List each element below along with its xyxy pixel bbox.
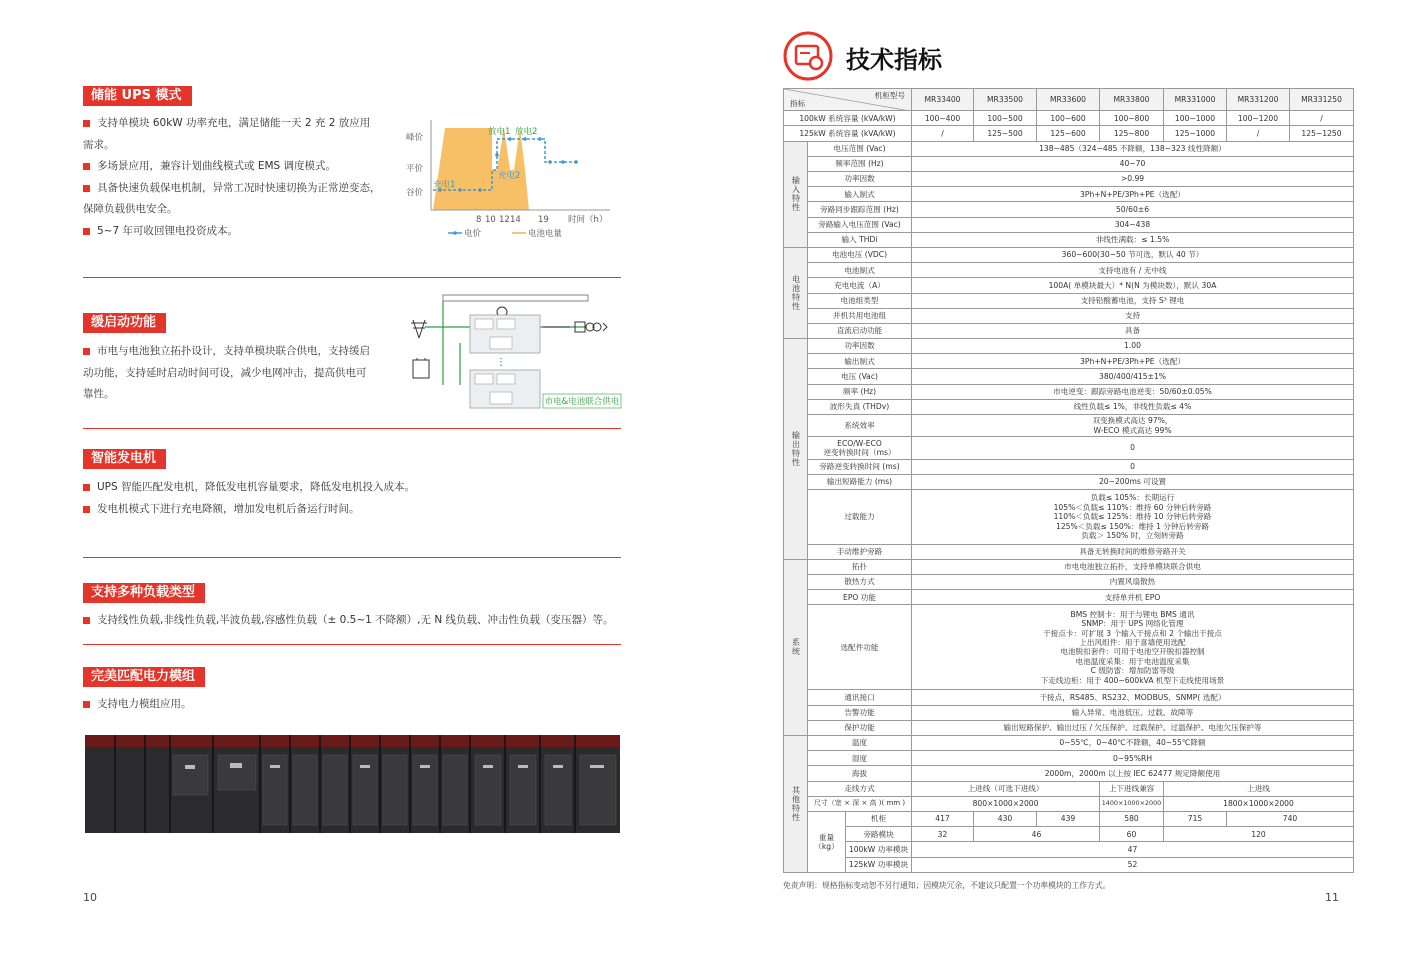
output-row — [784, 354, 1354, 369]
spec-label: 输入制式 — [808, 187, 912, 202]
spec-value: 40~70 — [912, 156, 1354, 171]
bullet-list-power-module — [83, 694, 623, 716]
spec-value: 支持 — [912, 308, 1354, 323]
spec-label: 频率范围 (Hz) — [808, 156, 912, 171]
other-row — [784, 736, 1354, 751]
section-divider — [83, 644, 621, 645]
section-title-power-module: 完美匹配电力模组 — [83, 667, 205, 687]
ellipsis-icon: ⋮ — [496, 357, 506, 368]
system-row — [784, 690, 1354, 705]
grid-tower-icon — [411, 320, 427, 338]
output-row — [784, 339, 1354, 354]
output-row — [784, 437, 1354, 459]
spec-label: 并机共用电池组 — [808, 308, 912, 323]
spec-label: 系统效率 — [808, 415, 912, 437]
system-row — [784, 705, 1354, 720]
spec-label: 电池制式 — [808, 263, 912, 278]
annotation-discharge-1: 放电1 — [488, 127, 511, 137]
spec-label: 尺寸（宽 × 深 × 高 )( mm ) — [808, 796, 912, 811]
spec-label: 电压范围 (Vac) — [808, 141, 912, 156]
inverter-block — [497, 374, 515, 384]
spec-value: 20~200ms 可设置 — [912, 474, 1354, 489]
model-header: MR33600 — [1037, 89, 1100, 111]
header-row — [784, 89, 1354, 111]
capacity-row-125 — [784, 126, 1354, 141]
spec-label: 旁路输入电压范围 (Vac) — [808, 217, 912, 232]
topology-diagram — [405, 290, 623, 412]
weight-bypass-row — [784, 827, 1354, 842]
bullet-item: 支持单模块 60kW 功率充电，满足储能一天 2 充 2 放应用 — [83, 113, 393, 135]
spec-label: 散热方式 — [808, 575, 912, 590]
spec-value: 580 — [1100, 811, 1164, 826]
x-tick: 12 — [499, 215, 510, 225]
weight-125kw-row — [784, 857, 1354, 872]
input-row — [784, 232, 1354, 247]
bullet-continuation: 靠性。 — [83, 388, 115, 400]
bypass-line — [443, 295, 588, 301]
output-row — [784, 489, 1354, 544]
capacity-value: / — [912, 126, 974, 141]
spec-label: 选配件功能 — [808, 605, 912, 690]
x-tick: 10 — [485, 215, 496, 225]
spec-label: 旁路同步跟踪范围 (Hz) — [808, 202, 912, 217]
inverter-block — [497, 319, 515, 329]
cabinet-image — [85, 735, 620, 833]
battery-area — [433, 128, 529, 210]
section-divider — [83, 428, 621, 429]
corner-bottom-label: 指标 — [790, 98, 806, 108]
input-row — [784, 187, 1354, 202]
system-row — [784, 575, 1354, 590]
spec-value: 线性负载≤ 1%，非线性负载≤ 4% — [912, 399, 1354, 414]
y-level-valley: 谷价 — [406, 188, 424, 198]
model-header: MR331250 — [1290, 89, 1354, 111]
annotation-charge-2: 充电2 — [498, 171, 521, 181]
system-row — [784, 720, 1354, 735]
model-header: MR33500 — [974, 89, 1037, 111]
x-axis-unit: 时间（h） — [568, 215, 608, 225]
bullet-item: 市电与电池独立拓扑设计，支持单模块联合供电，支持缓启 — [83, 341, 393, 363]
spec-value: BMS 控制卡：用于与锂电 BMS 通讯 SNMP：用于 UPS 网络化管理 干接点卡：可扩展 3 个输入干接点和 2 个输出干接点 上出风组件：用于喜墙使用选配 电池脱扣套件：可用于电池空开脱扣器控制 电池温度采集：用于电池温度采集 C 级防雷：增加防雷等级 下走线边柜：用于 400~600kVA 机型下走线使用场景 — [912, 605, 1354, 690]
weight-100kw-row — [784, 842, 1354, 857]
input-group-label: 输入特性 — [784, 141, 808, 247]
input-row — [784, 172, 1354, 187]
system-row — [784, 605, 1354, 690]
capacity-label: 100kW 系统容量 (kVA/kW) — [784, 111, 912, 126]
bullet-item: 支持电力模组应用。 — [83, 694, 623, 716]
legend-price-label: 电价 — [464, 229, 482, 239]
spec-value: 0~55℃，0~40℃不降额，40~55℃降额 — [912, 736, 1354, 751]
spec-value: 138~485（324~485 不降额，138~323 线性降额） — [912, 141, 1354, 156]
spec-value: 市电逆变：跟踪旁路电池逆变：50/60±0.05% — [912, 384, 1354, 399]
output-group-label: 输出特性 — [784, 339, 808, 560]
capacity-value: / — [1227, 126, 1290, 141]
spec-value: 0 — [912, 437, 1354, 459]
spec-value: >0.99 — [912, 172, 1354, 187]
weight-cabinet-row — [784, 811, 1354, 826]
model-header: MR33800 — [1100, 89, 1164, 111]
bullet-item: 具备快速负载保电机制，异常工况时快速切换为正常逆变态， — [83, 178, 393, 200]
bullet-list-ups-mode — [83, 113, 393, 242]
spec-footnote: 免责声明：规格指标变动恕不另行通知；因模块冗余，不建议只配置一个功率模块的工作方式。 — [783, 881, 1111, 890]
spec-value: 47 — [912, 842, 1354, 857]
capacity-value: 100~500 — [974, 111, 1037, 126]
legend-battery-label: 电池电量 — [528, 229, 563, 239]
spec-label: 告警功能 — [808, 705, 912, 720]
spec-value: 3Ph+N+PE/3Ph+PE（选配） — [912, 187, 1354, 202]
capacity-value: 125~1250 — [1290, 126, 1354, 141]
section-divider — [83, 277, 621, 278]
spec-label: 波形失真 (THDv) — [808, 399, 912, 414]
size-row — [784, 796, 1354, 811]
spec-value: 715 — [1164, 811, 1227, 826]
bullet-continuation: 保障负载供电安全。 — [83, 203, 178, 215]
spec-label: 海拔 — [808, 766, 912, 781]
bullet-continuation: 需求。 — [83, 138, 115, 151]
output-row — [784, 399, 1354, 414]
output-row — [784, 415, 1354, 437]
bullet-item: 多场景应用，兼容计划曲线模式或 EMS 调度模式。 — [83, 156, 393, 178]
section-title-generator: 智能发电机 — [83, 449, 166, 469]
spec-label: 输出短路能力 (ms) — [808, 474, 912, 489]
corner-top-label: 机柜型号 — [874, 91, 905, 100]
battery-icon — [413, 358, 429, 378]
output-row — [784, 474, 1354, 489]
spec-value: 0~95%RH — [912, 751, 1354, 766]
spec-label: 旁路逆变转换时间 (ms) — [808, 459, 912, 474]
spec-value: 干接点，RS485、RS232、MODBUS、SNMP( 选配） — [912, 690, 1354, 705]
dcdc-block — [490, 392, 512, 404]
spec-value: 120 — [1164, 827, 1354, 842]
spec-label: 湿度 — [808, 751, 912, 766]
battery-row — [784, 323, 1354, 338]
bullet-item: 5~7 年可收回锂电投资成本。 — [83, 221, 393, 243]
battery-row — [784, 247, 1354, 262]
header-corner — [784, 89, 912, 111]
section-divider — [83, 557, 621, 558]
spec-value: 1400×1000×2000 — [1100, 796, 1164, 811]
spec-label: 输入 THDi — [808, 232, 912, 247]
output-row — [784, 384, 1354, 399]
model-header: MR331200 — [1227, 89, 1290, 111]
system-row — [784, 559, 1354, 574]
spec-label: 电池组类型 — [808, 293, 912, 308]
spec-label: 手动维护旁路 — [808, 544, 912, 559]
page-number-right: 11 — [1325, 891, 1339, 904]
x-tick: 14 — [510, 215, 521, 225]
battery-row — [784, 308, 1354, 323]
spec-value: 380/400/415±1% — [912, 369, 1354, 384]
capacity-value: 125~600 — [1037, 126, 1100, 141]
bullet-item: 发电机模式下进行充电降额，增加发电机后备运行时间。 — [83, 499, 623, 521]
spec-value: 740 — [1227, 811, 1354, 826]
spec-label: 充电电流（A） — [808, 278, 912, 293]
capacity-value: / — [1290, 111, 1354, 126]
section-title-load-types: 支持多种负载类型 — [83, 583, 205, 603]
capacity-row-100 — [784, 111, 1354, 126]
battery-row — [784, 293, 1354, 308]
price-battery-chart — [400, 115, 625, 245]
bullet-continuation: 动功能，支持延时启动时间可设，减少电网冲击，提高供电可 — [83, 366, 367, 379]
page-number-left: 10 — [83, 891, 97, 904]
spec-value: 439 — [1037, 811, 1100, 826]
other-row — [784, 766, 1354, 781]
bullet-list-generator — [83, 477, 623, 520]
spec-value: 支持铅酸蓄电池，支持 S³ 锂电 — [912, 293, 1354, 308]
spec-value: 支持电池有 / 无中线 — [912, 263, 1354, 278]
capacity-label: 125kW 系统容量 (kVA/kW) — [784, 126, 912, 141]
y-level-flat: 平价 — [406, 164, 424, 174]
spec-value: 417 — [912, 811, 974, 826]
rectifier-block — [475, 319, 493, 329]
spec-value: 32 — [912, 827, 974, 842]
x-tick: 19 — [538, 215, 549, 225]
spec-value: 上进线 — [1164, 781, 1354, 796]
spec-value: 双变换模式高达 97%， W-ECO 模式高达 99% — [912, 415, 1354, 437]
spec-label: 过载能力 — [808, 489, 912, 544]
spec-value: 430 — [974, 811, 1037, 826]
spec-label: 频率 (Hz) — [808, 384, 912, 399]
spec-label: 温度 — [808, 736, 912, 751]
spec-value: 304~438 — [912, 217, 1354, 232]
spec-label: 125kW 功率模块 — [846, 857, 912, 872]
spec-table — [783, 88, 1354, 873]
battery-row — [784, 263, 1354, 278]
dcdc-block — [490, 337, 512, 349]
spec-value: 60 — [1100, 827, 1164, 842]
spec-label: 100kW 功率模块 — [846, 842, 912, 857]
capacity-value: 100~1000 — [1164, 111, 1227, 126]
spec-label: 电压 (Vac) — [808, 369, 912, 384]
spec-value: 52 — [912, 857, 1354, 872]
weight-label: 重量 （kg） — [808, 811, 846, 872]
spec-label: 功率因数 — [808, 339, 912, 354]
spec-value: 支持单并机 EPO — [912, 590, 1354, 605]
spec-value: 1800×1000×2000 — [1164, 796, 1354, 811]
section-title-ups-mode: 储能 UPS 模式 — [83, 86, 192, 106]
bullet-item: UPS 智能匹配发电机，降低发电机容量要求，降低发电机投入成本。 — [83, 477, 623, 499]
spec-value: 输出短路保护、输出过压 / 欠压保护、过载保护、过温保护、电池欠压保护等 — [912, 720, 1354, 735]
spec-value: 负载≤ 105%：长期运行 105%＜负载≤ 110%：维持 60 分钟后转旁路 110%＜负载≤ 125%：维持 10 分钟后转旁路 125%＜负载≤ 150%：维持 1 分钟后转旁路 负载＞ 150% 时，立刻转旁路 — [912, 489, 1354, 544]
spec-title: 技术指标 — [846, 46, 942, 74]
spec-label: 功率因数 — [808, 172, 912, 187]
spec-label: 机柜 — [846, 811, 912, 826]
model-header: MR33400 — [912, 89, 974, 111]
spec-value: 0 — [912, 459, 1354, 474]
output-row — [784, 544, 1354, 559]
section-title-soft-start: 缓启动功能 — [83, 313, 166, 333]
other-row — [784, 751, 1354, 766]
spec-value: 具备 — [912, 323, 1354, 338]
capacity-value: 100~800 — [1100, 111, 1164, 126]
input-row — [784, 156, 1354, 171]
spec-value: 上下进线兼容 — [1100, 781, 1164, 796]
spec-value: 800×1000×2000 — [912, 796, 1100, 811]
input-row — [784, 217, 1354, 232]
spec-value: 3Ph+N+PE/3Ph+PE（选配） — [912, 354, 1354, 369]
battery-group-label: 电池特性 — [784, 247, 808, 338]
spec-value: 360~600(30~50 节可选，默认 40 节） — [912, 247, 1354, 262]
system-group-label: 系统 — [784, 559, 808, 735]
spec-value: 46 — [974, 827, 1100, 842]
bullet-list-load-types — [83, 610, 628, 632]
capacity-value: 100~400 — [912, 111, 974, 126]
input-row — [784, 202, 1354, 217]
spec-label: 拓扑 — [808, 559, 912, 574]
spec-value: 2000m，2000m 以上按 IEC 62477 规定降额使用 — [912, 766, 1354, 781]
spec-label: 走线方式 — [808, 781, 912, 796]
spec-title-icon — [783, 31, 833, 81]
spec-label: 直流启动功能 — [808, 323, 912, 338]
output-row — [784, 459, 1354, 474]
rectifier-block — [475, 374, 493, 384]
x-tick: 8 — [476, 215, 482, 225]
annotation-discharge-2: 放电2 — [515, 127, 538, 137]
spec-label: EPO 功能 — [808, 590, 912, 605]
spec-value: 上进线（可选下进线） — [912, 781, 1100, 796]
spec-label: 旁路模块 — [846, 827, 912, 842]
diagram-caption: 市电&电池联合供电 — [544, 397, 620, 407]
battery-row — [784, 278, 1354, 293]
spec-label: 通讯接口 — [808, 690, 912, 705]
y-level-peak: 峰价 — [406, 133, 424, 143]
annotation-charge-1: 充电1 — [433, 180, 456, 190]
legend-price-marker — [453, 231, 457, 235]
capacity-value: 100~600 — [1037, 111, 1100, 126]
model-header: MR331000 — [1164, 89, 1227, 111]
bullet-list-soft-start — [83, 341, 393, 406]
spec-value: 50/60±6 — [912, 202, 1354, 217]
input-row — [784, 141, 1354, 156]
spec-value: 1.00 — [912, 339, 1354, 354]
capacity-value: 125~1000 — [1164, 126, 1227, 141]
spec-label: 保护功能 — [808, 720, 912, 735]
spec-value: 具备无转换时间的维修旁路开关 — [912, 544, 1354, 559]
spec-label: 输出制式 — [808, 354, 912, 369]
capacity-value: 100~1200 — [1227, 111, 1290, 126]
capacity-value: 125~800 — [1100, 126, 1164, 141]
spec-value: 100A( 单模块最大）* N(N 为模块数），默认 30A — [912, 278, 1354, 293]
spec-value: 市电电池独立拓扑，支持单模块联合供电 — [912, 559, 1354, 574]
system-row — [784, 590, 1354, 605]
output-row — [784, 369, 1354, 384]
capacity-value: 125~500 — [974, 126, 1037, 141]
spec-value: 输入异常、电池低压、过载、故障等 — [912, 705, 1354, 720]
spec-value: 非线性满载：≤ 1.5% — [912, 232, 1354, 247]
spec-label: 电池电压 (VDC) — [808, 247, 912, 262]
spec-value: 内置风扇散热 — [912, 575, 1354, 590]
other-group-label: 其他特性 — [784, 736, 808, 873]
bullet-item: 支持线性负载,非线性负载,半波负载,容感性负载（± 0.5~1 不降额）,无 N 线负载、冲击性负载（变压器）等。 — [83, 610, 628, 632]
wiring-row — [784, 781, 1354, 796]
spec-label: ECO/W-ECO 逆变转换时间（ms） — [808, 437, 912, 459]
